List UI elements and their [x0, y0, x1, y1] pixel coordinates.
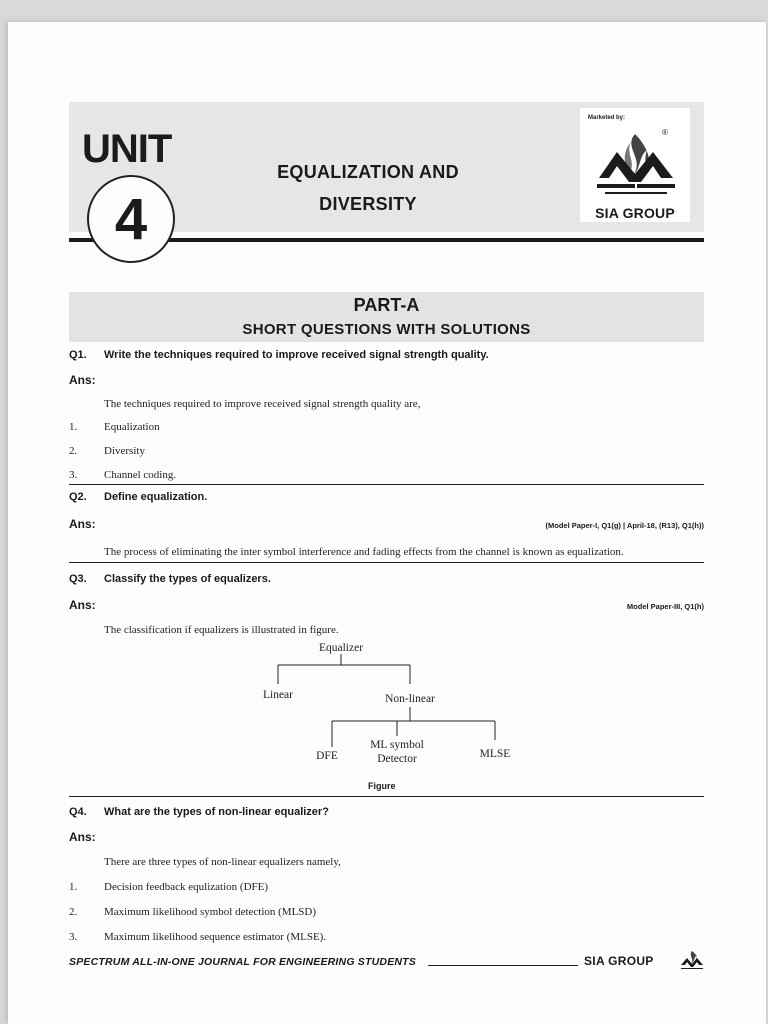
footer-brand: SIA GROUP	[584, 954, 654, 968]
exam-reference: Model Paper-III, Q1(h)	[626, 602, 704, 611]
chapter-title-line1: EQUALIZATION AND	[277, 162, 459, 182]
list-item-text: Diversity	[104, 445, 145, 457]
footer-rule	[428, 965, 578, 966]
publisher-name: SIA GROUP	[595, 205, 675, 221]
list-item-number: 2.	[69, 445, 78, 457]
question-4	[69, 806, 329, 818]
answer-intro: There are three types of non-linear equalizers namely,	[104, 856, 341, 868]
section-divider	[69, 484, 704, 485]
node-equalizer: Equalizer	[318, 642, 364, 654]
unit-label: UNIT	[82, 127, 172, 171]
chapter-title-line2: DIVERSITY	[319, 194, 417, 214]
list-item-number: 1.	[69, 881, 78, 893]
node-mlse: MLSE	[479, 748, 511, 760]
section-divider	[69, 796, 704, 797]
question-text: Write the techniques required to improve received signal strength quality.	[104, 349, 489, 361]
node-nonlinear: Non-linear	[385, 693, 435, 705]
question-number: Q2.	[69, 491, 87, 503]
question-text: Define equalization.	[104, 491, 208, 503]
node-detector: Detector	[377, 753, 417, 765]
equalizer-classification-diagram	[248, 640, 528, 770]
node-ml-symbol: ML symbol	[370, 739, 424, 751]
exam-reference: (Model Paper-I, Q1(g) | April-18, (R13), Q1(h))	[545, 521, 704, 530]
question-number: Q1.	[69, 349, 87, 361]
document-page	[8, 22, 766, 1024]
question-3	[69, 573, 271, 585]
list-item-text: Channel coding.	[104, 469, 177, 481]
question-text: Classify the types of equalizers.	[104, 573, 271, 585]
list-item-number: 3.	[69, 931, 78, 943]
journal-footer-title: SPECTRUM ALL-IN-ONE JOURNAL FOR ENGINEERING STUDENTS	[69, 956, 416, 968]
open-book-flame-icon	[595, 128, 677, 200]
part-title: PART-A	[353, 295, 420, 315]
figure-caption: Figure	[368, 781, 396, 791]
answer-label: Ans:	[69, 517, 96, 531]
list-item-text: Equalization	[104, 421, 160, 433]
answer-label: Ans:	[69, 830, 96, 844]
answer-intro: The techniques required to improve received signal strength quality are,	[104, 398, 421, 410]
answer-text: The process of eliminating the inter symbol interference and fading effects from the channel is known as equalization.	[104, 546, 624, 558]
question-1	[69, 349, 489, 361]
answer-label: Ans:	[69, 598, 96, 612]
list-item-number: 3.	[69, 469, 78, 481]
registered-mark: ®	[662, 128, 668, 137]
section-divider	[69, 562, 704, 563]
list-item-text: Maximum likelihood sequence estimator (MLSE).	[104, 931, 327, 943]
answer-label: Ans:	[69, 373, 96, 387]
list-item-text: Maximum likelihood symbol detection (MLSD)	[104, 906, 317, 918]
part-subtitle: SHORT QUESTIONS WITH SOLUTIONS	[242, 321, 531, 338]
list-item-number: 1.	[69, 421, 78, 433]
question-text: What are the types of non-linear equalizer?	[104, 806, 329, 818]
marketed-by-label: Marketed by:	[588, 115, 626, 121]
node-linear: Linear	[262, 689, 294, 701]
question-number: Q4.	[69, 806, 87, 818]
list-item-text: Decision feedback equlization (DFE)	[104, 881, 269, 893]
question-2	[69, 491, 207, 503]
list-item-number: 2.	[69, 906, 78, 918]
node-dfe: DFE	[316, 750, 338, 762]
publisher-logo	[580, 108, 690, 222]
unit-number-badge: 4	[87, 175, 175, 263]
question-number: Q3.	[69, 573, 87, 585]
answer-intro: The classification if equalizers is illustrated in figure.	[104, 624, 339, 636]
sia-logo-icon	[680, 950, 704, 970]
